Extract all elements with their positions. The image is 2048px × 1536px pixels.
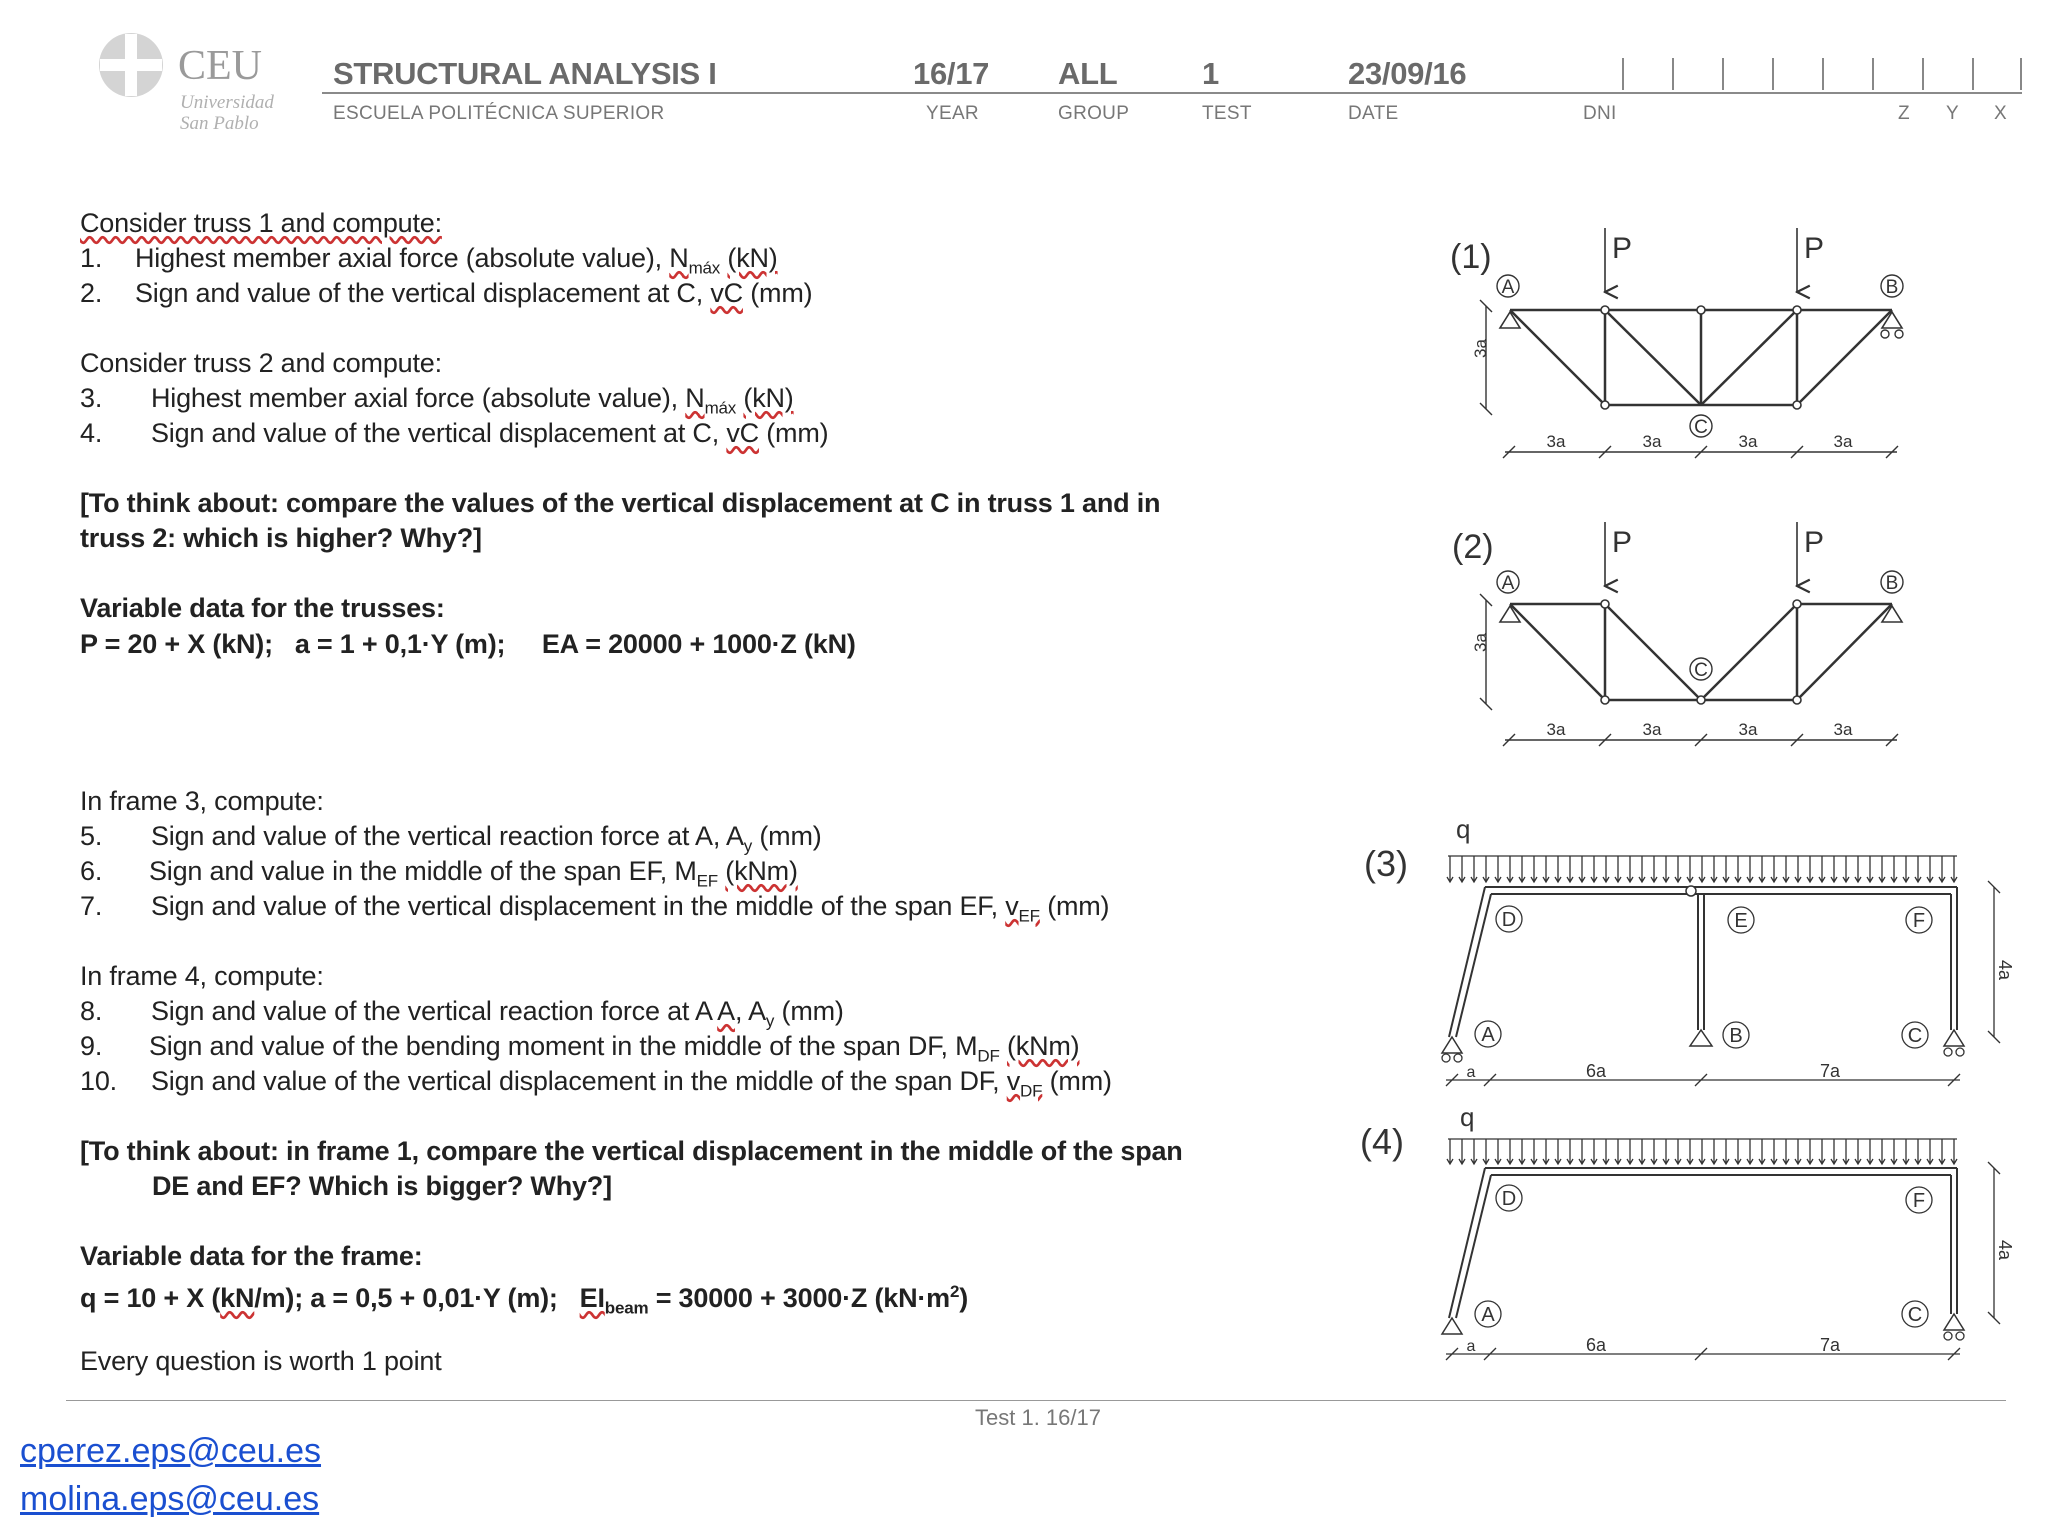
frame-3-load-arrow-icon <box>1447 856 1957 882</box>
x-label: X <box>1994 103 2007 124</box>
truss-1-node-a-label: A <box>1501 277 1515 298</box>
truss-1-node-b-label: B <box>1885 277 1899 298</box>
points-note: Every question is worth 1 point <box>80 1346 442 1376</box>
frame-3-hinge-icon <box>1686 886 1696 896</box>
truss-2-node-b-label: B <box>1885 573 1899 594</box>
question-9: 9. Sign and value of the bending moment in the middle of the span DF, $M_{DF}$ (kNm) <box>80 1031 1080 1066</box>
frame-3-support-c-icon <box>1944 1030 1964 1046</box>
frame-4-load-arrow-icon <box>1447 1139 1957 1164</box>
email-link-molina[interactable]: molina.eps@ceu.es <box>20 1480 320 1518</box>
truss1-intro: Consider truss 1 and compute: <box>80 208 442 238</box>
question-3: 3. Highest member axial force (absolute value), $N_{máx}$ (kN) <box>80 383 794 418</box>
frame-3-node-d-label: D <box>1501 909 1517 931</box>
footer-rule <box>66 1400 2006 1401</box>
frame-4-distributed-load <box>1447 1139 1957 1164</box>
email-link-cperez[interactable]: cperez.eps@ceu.es <box>20 1432 322 1470</box>
frame-3-members <box>1449 887 1957 1037</box>
frame-4-support-a-icon <box>1442 1318 1462 1334</box>
truss-variable-data: P = 20 + X (kN); a = 1 + 0,1·Y (m); EA = 20000 + 1000·Z (kN) <box>80 629 856 659</box>
question-7: 7. Sign and value of the vertical displacement in the middle of the span EF, $v_{EF}$ (mm) <box>80 891 1110 926</box>
truss-2-pin-support-icon-a <box>1500 606 1520 622</box>
frame-4-node-c-label: C <box>1907 1304 1923 1326</box>
group-label: GROUP <box>1058 103 1130 124</box>
question-1: 1. Highest member axial force (absolute value), $N_{máx}$ (kN) <box>80 243 778 278</box>
frame-think-line-2: DE and EF? Which is bigger? Why?] <box>152 1171 612 1201</box>
dni-label: DNI <box>1583 103 1617 124</box>
truss-1-pin-support-icon <box>1500 312 1520 328</box>
truss-1-dim-label: 3a <box>1642 432 1662 451</box>
truss2-intro: Consider truss 2 and compute: <box>80 348 442 378</box>
truss-2-dim-label: 3a <box>1833 720 1853 739</box>
truss-1-dim-label: 3a <box>1833 432 1853 451</box>
truss-2-figure <box>1452 522 1903 746</box>
frame-variable-data-title: Variable data for the frame: <box>80 1241 423 1271</box>
logo-subtitle-2: San Pablo <box>180 113 259 134</box>
truss-2-dim-label: 3a <box>1546 720 1566 739</box>
date-label: DATE <box>1348 103 1399 124</box>
truss-1-figure <box>1450 228 1903 458</box>
truss-1-dim-label: 3a <box>1738 432 1758 451</box>
frame-4-support-c-icon <box>1944 1314 1964 1330</box>
footer-page-label: Test 1. 16/17 <box>975 1405 1101 1430</box>
question-5: 5. Sign and value of the vertical reaction force at A, $A_y$ (mm) <box>80 821 822 856</box>
frame-3-height-label: 4a <box>1995 960 2015 981</box>
frame-4-node-a-label: A <box>1481 1304 1495 1326</box>
truss-1-dim-label: 3a <box>1546 432 1566 451</box>
question-4: 4. Sign and value of the vertical displacement at C, vC (mm) <box>80 418 829 448</box>
frame-4-node-f-label: F <box>1912 1190 1926 1212</box>
truss-2-joints <box>1601 600 1801 704</box>
group-value: ALL <box>1058 56 1118 91</box>
frame-4-dim-label: 6a <box>1585 1335 1607 1355</box>
truss-2-load-label-1: P <box>1612 526 1633 559</box>
logo-text: CEU <box>178 43 262 89</box>
figure-4-label: (4) <box>1360 1121 1404 1162</box>
figure-3-label: (3) <box>1364 843 1408 884</box>
frame-3-node-b-label: B <box>1729 1025 1743 1047</box>
frame-3-dim-label: 6a <box>1585 1061 1607 1081</box>
frame-3-support-b-icon <box>1690 1030 1712 1046</box>
frame-3-node-c-label: C <box>1907 1025 1923 1047</box>
frame4-intro: In frame 4, compute: <box>80 961 324 991</box>
figure-2-label: (2) <box>1452 528 1494 566</box>
truss-think-line-1: [To think about: compare the values of the vertical displacement at C in truss 1 and in <box>80 488 1161 518</box>
y-label: Y <box>1946 103 1959 124</box>
frame3-intro: In frame 3, compute: <box>80 786 324 816</box>
frame-3-load-label: q <box>1456 814 1471 844</box>
frame-4-load-label: q <box>1460 1102 1475 1132</box>
frame-4-dim-label: 7a <box>1819 1335 1841 1355</box>
truss-1-dimensions <box>1471 300 1898 458</box>
truss-2-node-c-label: C <box>1694 660 1708 681</box>
frame-3-node-a-label: A <box>1481 1024 1495 1046</box>
z-label: Z <box>1898 103 1910 124</box>
frame-3-node-f-label: F <box>1912 910 1926 932</box>
truss-2-dim-label: 3a <box>1738 720 1758 739</box>
truss-think-line-2: truss 2: which is higher? Why?] <box>80 523 482 553</box>
truss-2-dim-label: 3a <box>1642 720 1662 739</box>
figure-1-label: (1) <box>1450 238 1492 276</box>
frame-3-dim-label: a <box>1466 1064 1476 1081</box>
question-6: 6. Sign and value in the middle of the span EF, $M_{EF}$ (kNm) <box>80 856 798 891</box>
truss-1-height-label: 3a <box>1471 339 1490 358</box>
truss-2-height-label: 3a <box>1471 633 1490 652</box>
date-value: 23/09/16 <box>1348 56 1467 91</box>
truss-1-members <box>1510 310 1892 405</box>
course-title: STRUCTURAL ANALYSIS I <box>333 56 717 91</box>
truss-2-pin-support-icon-b <box>1882 606 1902 622</box>
truss-1-load-label-1: P <box>1612 232 1633 265</box>
frame-3-support-a-icon <box>1442 1037 1462 1053</box>
question-10: 10. Sign and value of the vertical displacement in the middle of the span DF, $v_{DF}$ (mm) <box>80 1066 1112 1101</box>
year-label: YEAR <box>926 103 979 124</box>
frame-4-members <box>1449 1168 1957 1318</box>
test-value: 1 <box>1202 56 1219 91</box>
year-value: 16/17 <box>913 56 990 91</box>
frame-4-figure <box>1360 1102 2015 1360</box>
frame-3-node-e-label: E <box>1734 910 1748 932</box>
frame-variable-data: q = 10 + X (kN/m); a = 0,5 + 0,01·Y (m); $EI_{beam} = 30000 + 3000\cdot Z$ $(kN\cdot m^2)$ <box>80 1282 969 1318</box>
truss-1-load-label-2: P <box>1804 232 1825 265</box>
frame-3-dim-label: 7a <box>1819 1061 1841 1081</box>
frame-4-node-labels <box>1475 1185 1932 1327</box>
truss-2-dimensions <box>1471 594 1898 746</box>
frame-4-dim-label: a <box>1466 1338 1476 1355</box>
frame-4-node-d-label: D <box>1501 1188 1517 1210</box>
truss-2-load-label-2: P <box>1804 526 1825 559</box>
truss-1-node-c-label: C <box>1694 417 1708 438</box>
frame-3-figure <box>1364 814 2015 1086</box>
school-name: ESCUELA POLITÉCNICA SUPERIOR <box>333 103 665 124</box>
truss-variable-data-title: Variable data for the trusses: <box>80 593 445 623</box>
frame-4-height-label: 4a <box>1995 1240 2015 1261</box>
frame-think-line-1: [To think about: in frame 1, compare the vertical displacement in the middle of the span <box>80 1136 1183 1166</box>
logo-subtitle-1: Universidad <box>180 92 274 113</box>
test-label: TEST <box>1202 103 1252 124</box>
question-8: 8. Sign and value of the vertical reaction force at A A, $A_y$ (mm) <box>80 996 844 1031</box>
question-2: 2. Sign and value of the vertical displacement at C, vC (mm) <box>80 278 813 308</box>
truss-1-roller-support-icon <box>1882 312 1902 328</box>
truss-2-node-a-label: A <box>1501 573 1515 594</box>
truss-2-node-labels <box>1497 571 1903 681</box>
frame-3-distributed-load <box>1447 856 1957 882</box>
truss-2-members <box>1510 604 1892 700</box>
